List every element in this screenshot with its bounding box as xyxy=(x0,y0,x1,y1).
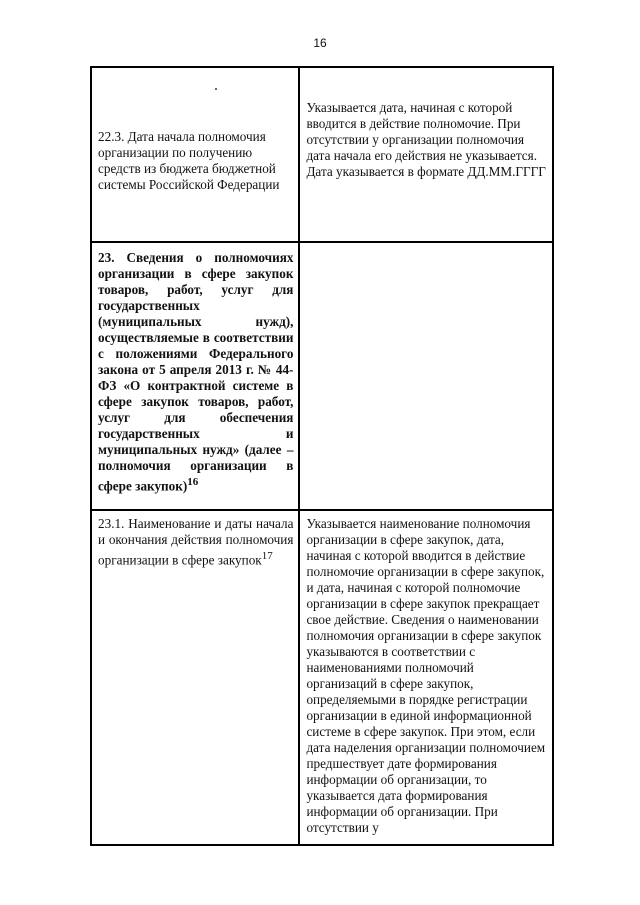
field-name-cell xyxy=(91,67,299,242)
table-row xyxy=(91,242,553,510)
field-name-text: 22.3. Дата начала полномочия организации по получению средств из бюджета бюджетной системы Российской Федерации xyxy=(98,129,280,192)
field-description-cell xyxy=(299,510,553,845)
table-row xyxy=(91,67,553,242)
footnote-ref-17: 17 xyxy=(261,550,273,562)
field-description-text: Указывается наименование полномочия организации в сфере закупок, дата, начиная с которой вводится в действие полномочие организации в сфере закупок, и дата, начиная с которой полномочие организации в сфере закупок прекращает свое действие. Сведения о наименовании полномочия организации в сфере закупок указываются в соответствии с наименованиями полномочий организаций в сфере закупок, определяемыми в порядке регистрации организации в единой информационной системе в сфере закупок. При этом, если дата наделения организации полномочием предшествует дате формирования информации об организации, то указывается дата формирования информации об организации. При отсутствии у xyxy=(306,516,546,835)
field-description-cell xyxy=(299,67,553,242)
field-name-cell xyxy=(91,510,299,845)
requirements-table xyxy=(90,66,554,846)
empty-description-cell xyxy=(299,242,553,510)
section-heading-label: 23. Сведения о полномочиях организации в сфере закупок товаров, работ, услуг для государственных (муниципальных нужд), осуществляемые в соответствии с положениями Федерального закона от 5 апреля 2013 г. № 44-ФЗ «О контрактной системе в сфере закупок товаров, работ, услуг для обеспечения государственных и муниципальных нужд» (далее – полномочия организации в сфере закупок) xyxy=(98,250,294,494)
section-heading-text xyxy=(98,250,293,494)
field-name-text xyxy=(98,516,293,568)
field-description-text: Указывается дата, начиная с которой вводится в действие полномочие. При отсутствии у организации полномочия дата начала его действия не указывается. Дата указывается в формате ДД.ММ.ГГГГ xyxy=(306,100,546,179)
section-heading-cell xyxy=(91,242,299,510)
field-name-label: 23.1. Наименование и даты начала и окончания действия полномочия организации в сфере закупок xyxy=(98,516,294,568)
page-number: 16 xyxy=(313,36,327,50)
footnote-ref-16: 16 xyxy=(187,476,199,488)
table-row xyxy=(91,510,553,845)
